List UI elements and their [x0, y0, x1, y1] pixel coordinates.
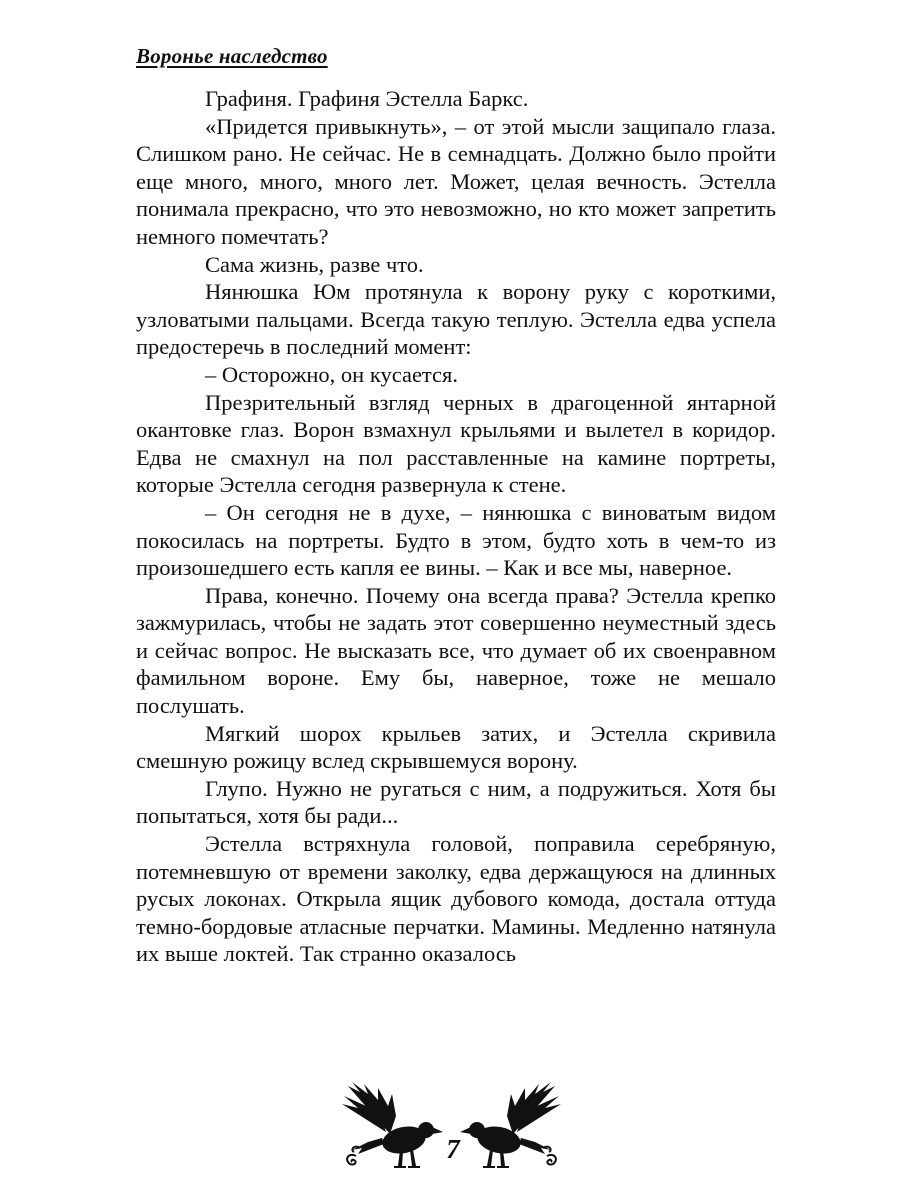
- paragraph: Нянюшка Юм протянула к ворону руку с короткими, узловатыми пальцами. Всегда такую теплую. Эстелла едва успела предостеречь в последний момент:: [136, 279, 776, 360]
- paragraph: Графиня. Графиня Эстелла Баркс.: [205, 86, 529, 111]
- page-body: [136, 85, 776, 968]
- paragraph: Эстелла встряхнула головой, поправила серебряную, потемневшую от времени заколку, едва держащуюся на длинных русых локонах. Открыла ящик дубового комода, достала оттуда темно-бордовые атласные перчатки. Мамины. Медленно натянула их выше локтей. Так странно оказалось: [136, 831, 776, 967]
- paragraph: Мягкий шорох крыльев затих, и Эстелла скривила смешную рожицу вслед скрывшемуся ворону.: [136, 720, 776, 774]
- running-title: Воронье наследство: [136, 44, 328, 68]
- paragraph: – Он сегодня не в духе, – нянюшка с виноватым видом покосилась на портреты. Будто в этом, будто хоть в чем-то из произошедшего есть капля ее вины. – Как и все мы, наверное.: [136, 499, 776, 581]
- paragraph: Глупо. Нужно не ругаться с ним, а подружиться. Хотя бы попытаться, хотя бы ради...: [136, 775, 776, 829]
- paragraph: – Осторожно, он кусается.: [205, 361, 459, 387]
- paragraph: Презрительный взгляд черных в драгоценной янтарной окантовке глаз. Ворон взмахнул крыльями и вылетел в коридор. Едва не смахнул на пол расставленные на камине портреты, которые Эстелла сегодня развернула к стене.: [136, 389, 776, 498]
- page-footer: [0, 1070, 900, 1190]
- page-number: 7: [446, 1134, 460, 1164]
- paragraph: Права, конечно. Почему она всегда права? Эстелла крепко зажмурилась, чтобы не задать этот совершенно неуместный здесь и сейчас вопрос. Не высказать все, что думает об их своенравном фамильном вороне. Ему бы, наверное, тоже не мешало послушать.: [136, 582, 776, 719]
- raven-right-icon: [460, 1082, 565, 1172]
- raven-left-icon: [338, 1082, 443, 1172]
- paragraph: «Придется привыкнуть», – от этой мысли защипало глаза. Слишком рано. Не сейчас. Не в семнадцать. Должно было пройти еще много, много, много лет. Может, целая вечность. Эстелла понимала прекрасно, что это невозможно, но кто может запретить немного помечтать?: [136, 113, 776, 249]
- paragraph: Сама жизнь, разве что.: [205, 251, 424, 277]
